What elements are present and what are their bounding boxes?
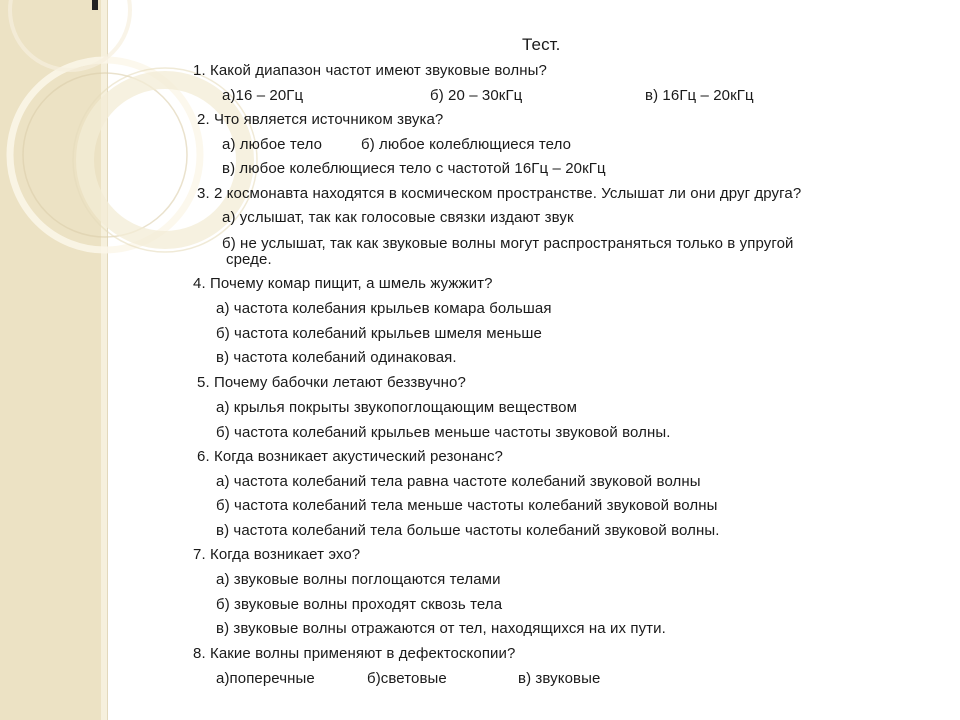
- q5-option-b: б) частота колебаний крыльев меньше частоты звуковой волны.: [216, 424, 671, 441]
- q6-option-b: б) частота колебаний тела меньше частоты колебаний звуковой волны: [216, 497, 718, 514]
- q3-option-a: а) услышат, так как голосовые связки издают звук: [222, 209, 574, 226]
- ring-small: [85, 80, 245, 240]
- question-6: 6. Когда возникает акустический резонанс?: [197, 448, 504, 465]
- q1-option-a: а)16 – 20Гц: [222, 87, 304, 104]
- question-5: 5. Почему бабочки летают беззвучно?: [197, 374, 466, 391]
- q3-option-b-line2: среде.: [226, 251, 272, 268]
- q2-option-c: в) любое колеблющиеся тело с частотой 16Гц – 20кГц: [222, 160, 606, 177]
- question-8: 8. Какие волны применяют в дефектоскопии?: [193, 645, 516, 662]
- question-2: 2. Что является источником звука?: [197, 111, 444, 128]
- q8-option-b: б)световые: [367, 670, 447, 687]
- q5-option-a: а) крылья покрыты звукопоглощающим веществом: [216, 399, 577, 416]
- q4-option-b: б) частота колебаний крыльев шмеля меньше: [216, 325, 542, 342]
- q1-option-c: в) 16Гц – 20кГц: [645, 87, 754, 104]
- q3-option-b-line1: б) не услышат, так как звуковые волны могут распространяться только в упругой: [222, 235, 794, 252]
- q6-option-a: а) частота колебаний тела равна частоте колебаний звуковой волны: [216, 473, 701, 490]
- q7-option-b: б) звуковые волны проходят сквозь тела: [216, 596, 503, 613]
- q7-option-c: в) звуковые волны отражаются от тел, находящихся на их пути.: [216, 620, 666, 637]
- question-4: 4. Почему комар пищит, а шмель жужжит?: [193, 275, 493, 292]
- q6-option-c: в) частота колебаний тела больше частоты колебаний звуковой волны.: [216, 522, 720, 539]
- q2-option-b: б) любое колеблющиеся тело: [361, 136, 572, 153]
- q4-option-c: в) частота колебаний одинаковая.: [216, 349, 457, 366]
- q1-option-b: б) 20 – 30кГц: [430, 87, 523, 104]
- q2-option-a: а) любое тело: [222, 136, 323, 153]
- q7-option-a: а) звуковые волны поглощаются телами: [216, 571, 501, 588]
- q8-option-c: в) звуковые: [518, 670, 601, 687]
- q4-option-a: а) частота колебания крыльев комара большая: [216, 300, 552, 317]
- q8-option-a: а)поперечные: [216, 670, 315, 687]
- question-1: 1. Какой диапазон частот имеют звуковые волны?: [193, 62, 547, 79]
- page-title: Тест.: [522, 35, 561, 54]
- question-3: 3. 2 космонавта находятся в космическом пространстве. Услышат ли они друг друга?: [197, 185, 802, 202]
- question-7: 7. Когда возникает эхо?: [193, 546, 361, 563]
